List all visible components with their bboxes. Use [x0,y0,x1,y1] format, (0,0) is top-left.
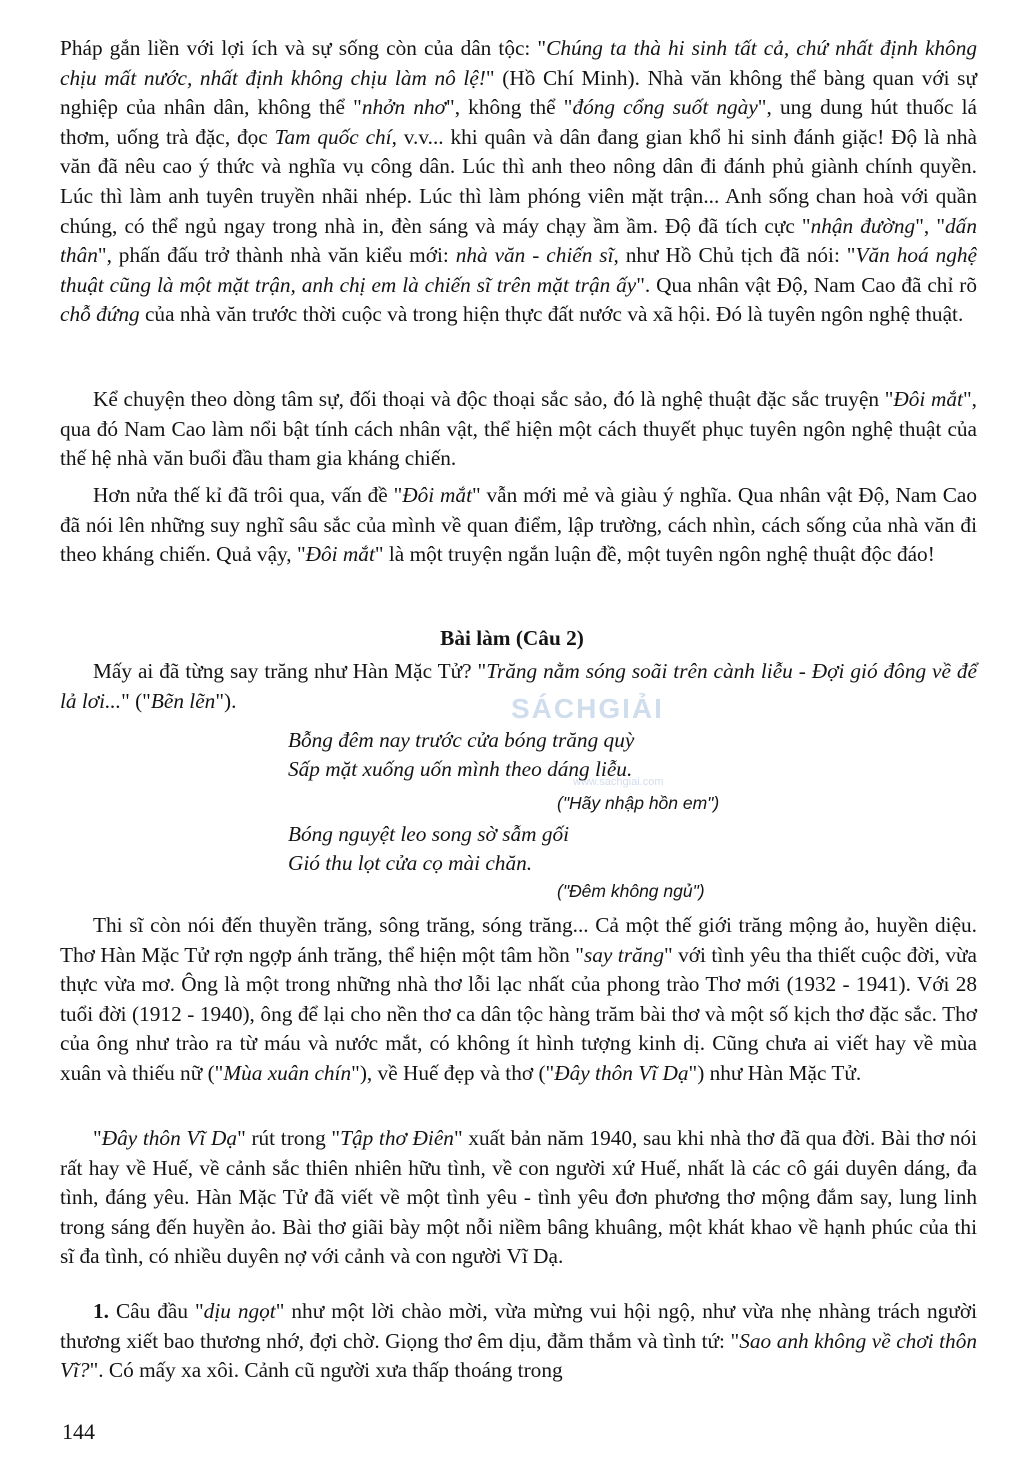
text-run: " là một truyện ngắn luận đề, một tuyên ngôn nghệ thuật độc đáo! [374,542,935,567]
italic-run: chỗ đứng [60,302,140,327]
poem-source-1: ("Hãy nhập hồn em") [557,793,720,813]
text-run: ", ung dung hút thuốc lá thơm, uống trà đặc, đọc [60,95,978,149]
text-run: , v.v... khi quân và dân đang gian khổ hi sinh đánh giặc! Độ là nhà văn đã nêu cao ý thức và nghĩa vụ công dân. Lúc thì anh theo nông dân đi đánh phủ giành chính quyền. Lúc thì làm anh tuyên truyền nhãi nhép. Lúc thì làm phóng viên mặt trận... Anh sống chan hoà với quần chúng, có thể ngủ ngay trong nhà in, đèn sáng và máy chạy ầm ầm. Độ đã tích cực " [60,124,977,238]
italic-run: Đôi mắt [893,387,963,411]
italic-run: Đây thôn Vĩ Dạ [554,1060,689,1085]
poem-stanza-1 [288,726,634,784]
text-run: Mấy ai đã từng say trăng như Hàn Mặc Tử? " [93,659,487,683]
text-run: , như Hồ Chủ tịch đã nói: " [613,243,856,268]
text-run: ". Có mấy xa xôi. Cảnh cũ người xưa thấp thoáng trong [89,1358,563,1383]
italic-run: Mùa xuân chín [223,1060,352,1085]
italic-run: nhà văn - chiến sĩ [455,243,614,268]
text-run: " (" [121,688,151,713]
watermark-url: www.sachgiai.com [573,776,664,788]
italic-run: dịu ngọt [203,1299,276,1323]
text-run: Pháp gắn liền với lợi ích và sự sống còn của dân tộc: " [60,36,547,60]
text-run: ") như Hàn Mặc Tử. [688,1060,862,1085]
text-run: Kể chuyện theo dòng tâm sự, đối thoại và độc thoại sắc sảo, đó là nghệ thuật đặc sắc truyện " [93,387,894,411]
italic-run: Trăng nằm sóng soãi trên cành liễu - Đợi gió đông về để lả lơi... [60,659,977,713]
paragraph-6 [60,1124,977,1272]
italic-run: dấn thân [60,213,977,268]
bold-run: 1. [93,1299,109,1323]
section-heading: Bài làm (Câu 2) [440,626,584,650]
text-run: " như một lời chào mời, vừa mừng vui hội ngộ, như vừa nhẹ nhàng trách người thương xiết bao thương nhớ, đợi chờ. Giọng thơ êm dịu, đằm thắm và tình tứ: " [60,1299,977,1353]
italic-run: Văn hoá nghệ thuật cũng là một mặt trận, anh chị em là chiến sĩ trên mặt trận ấy [60,243,977,297]
text-run: " với tình yêu tha thiết cuộc đời, vừa thực vừa mơ. Ông là một trong những nhà thơ lỗi lạc nhất của phong trào Thơ mới (1932 - 1941). Với 28 tuổi đời (1912 - 1940), ông để lại cho nền thơ ca dân tộc hàng trăm bài thơ và một số kịch thơ đặc sắc. Thơ của ông như trào ra từ máu và nước mắt, có không ít hình tượng kinh dị. Cũng chưa ai viết hay về mùa xuân và thiếu nữ (" [60,942,977,1085]
paragraph-5 [60,911,977,1089]
text-run: " (Hồ Chí Minh). Nhà văn không thể bàng quan với sự nghiệp của nhân dân, không thể " [60,65,977,120]
text-run: của nhà văn trước thời cuộc và trong hiện thực đất nước và xã hội. Đó là tuyên ngôn nghệ thuật. [139,302,964,327]
paragraph-7 [60,1297,977,1386]
poem-stanza-2 [288,820,569,878]
text-run: ", qua đó Nam Cao làm nổi bật tính cách nhân vật, thể hiện một cách thuyết phục tuyên ngôn nghệ thuật của thế hệ nhà văn buổi đầu tham gia kháng chiến. [60,387,977,471]
page-number: 144 [62,1419,95,1444]
italic-run: Tam quốc chí [274,124,392,149]
paragraph-2 [60,385,977,474]
text-run: " xuất bản năm 1940, sau khi nhà thơ đã qua đời. Bài thơ nói rất hay về Huế, về cảnh sắc thiên nhiên hữu tình, về con người xứ Huế, nhất là các cô gái duyên dáng, đa tình, đáng yêu. Hàn Mặc Tử đã viết về một tình yêu - tình yêu đơn phương thơ mộng đắm say, lung linh trong sáng đến huyền ảo. Bài thơ giãi bày một nỗi niềm bâng khuâng, một khát khao về hạnh phúc của thi sĩ đa tình, có nhiều duyên nợ với cảnh và con người Vĩ Dạ. [60,1126,977,1269]
text-run: Hơn nửa thế kỉ đã trôi qua, vấn đề " [93,483,403,507]
poem-line: Bỗng đêm nay trước cửa bóng trăng quỳ [288,728,635,752]
italic-run: đóng cổng suốt ngày [572,95,758,120]
text-run: " [93,1126,102,1150]
poem-line: Sấp mặt xuống uốn mình theo dáng liễu. [288,757,633,781]
italic-run: Bẽn lẽn [150,688,216,713]
text-run: Câu đầu " [108,1299,204,1323]
italic-run: Đôi mắt [305,542,375,567]
poem-source-2: ("Đêm không ngủ") [557,881,705,901]
watermark-logo: SÁCHGIẢI [511,693,664,724]
text-run: ". Qua nhân vật Độ, Nam Cao đã chỉ rõ [636,272,977,297]
paragraph-1 [60,34,977,330]
italic-run: say trăng [583,942,664,967]
text-run: ", " [915,213,946,238]
italic-run: Sao anh không về chơi thôn Vĩ? [60,1328,977,1383]
text-run: ", phấn đấu trở thành nhà văn kiểu mới: [97,243,456,268]
poem-line: Gió thu lọt cửa cọ mài chăn. [288,851,533,875]
italic-run: Chúng ta thà hi sinh tất cả, chứ nhất định không chịu mất nước, nhất định không chịu làm nô lệ! [60,36,977,90]
text-run: " vẫn mới mẻ và giàu ý nghĩa. Qua nhân vật Độ, Nam Cao đã nói lên những suy nghĩ sâu sắc của mình về quan điểm, lập trường, cách nhìn, cách sống của nhà văn đi theo kháng chiến. Quả vậy, " [60,483,978,567]
poem-line: Bóng nguyệt leo song sờ sẫm gối [288,822,570,846]
text-run: Thi sĩ còn nói đến thuyền trăng, sông trăng, sóng trăng... Cả một thế giới trăng mộng ảo, huyền diệu. Thơ Hàn Mặc Tử rợn ngợp ánh trăng, thể hiện một tâm hồn " [60,913,977,967]
italic-run: Tập thơ Điên [340,1126,454,1150]
italic-run: nhởn nhơ [361,95,446,120]
text-run: ", không thể " [446,95,573,120]
text-run: "). [215,688,237,713]
italic-run: nhận đường [810,213,916,238]
italic-run: Đôi mắt [402,483,473,507]
paragraph-3 [60,481,977,570]
text-run: " rút trong " [237,1126,341,1150]
italic-run: Đây thôn Vĩ Dạ [101,1126,238,1150]
text-run: "), về Huế đẹp và thơ (" [351,1060,555,1085]
